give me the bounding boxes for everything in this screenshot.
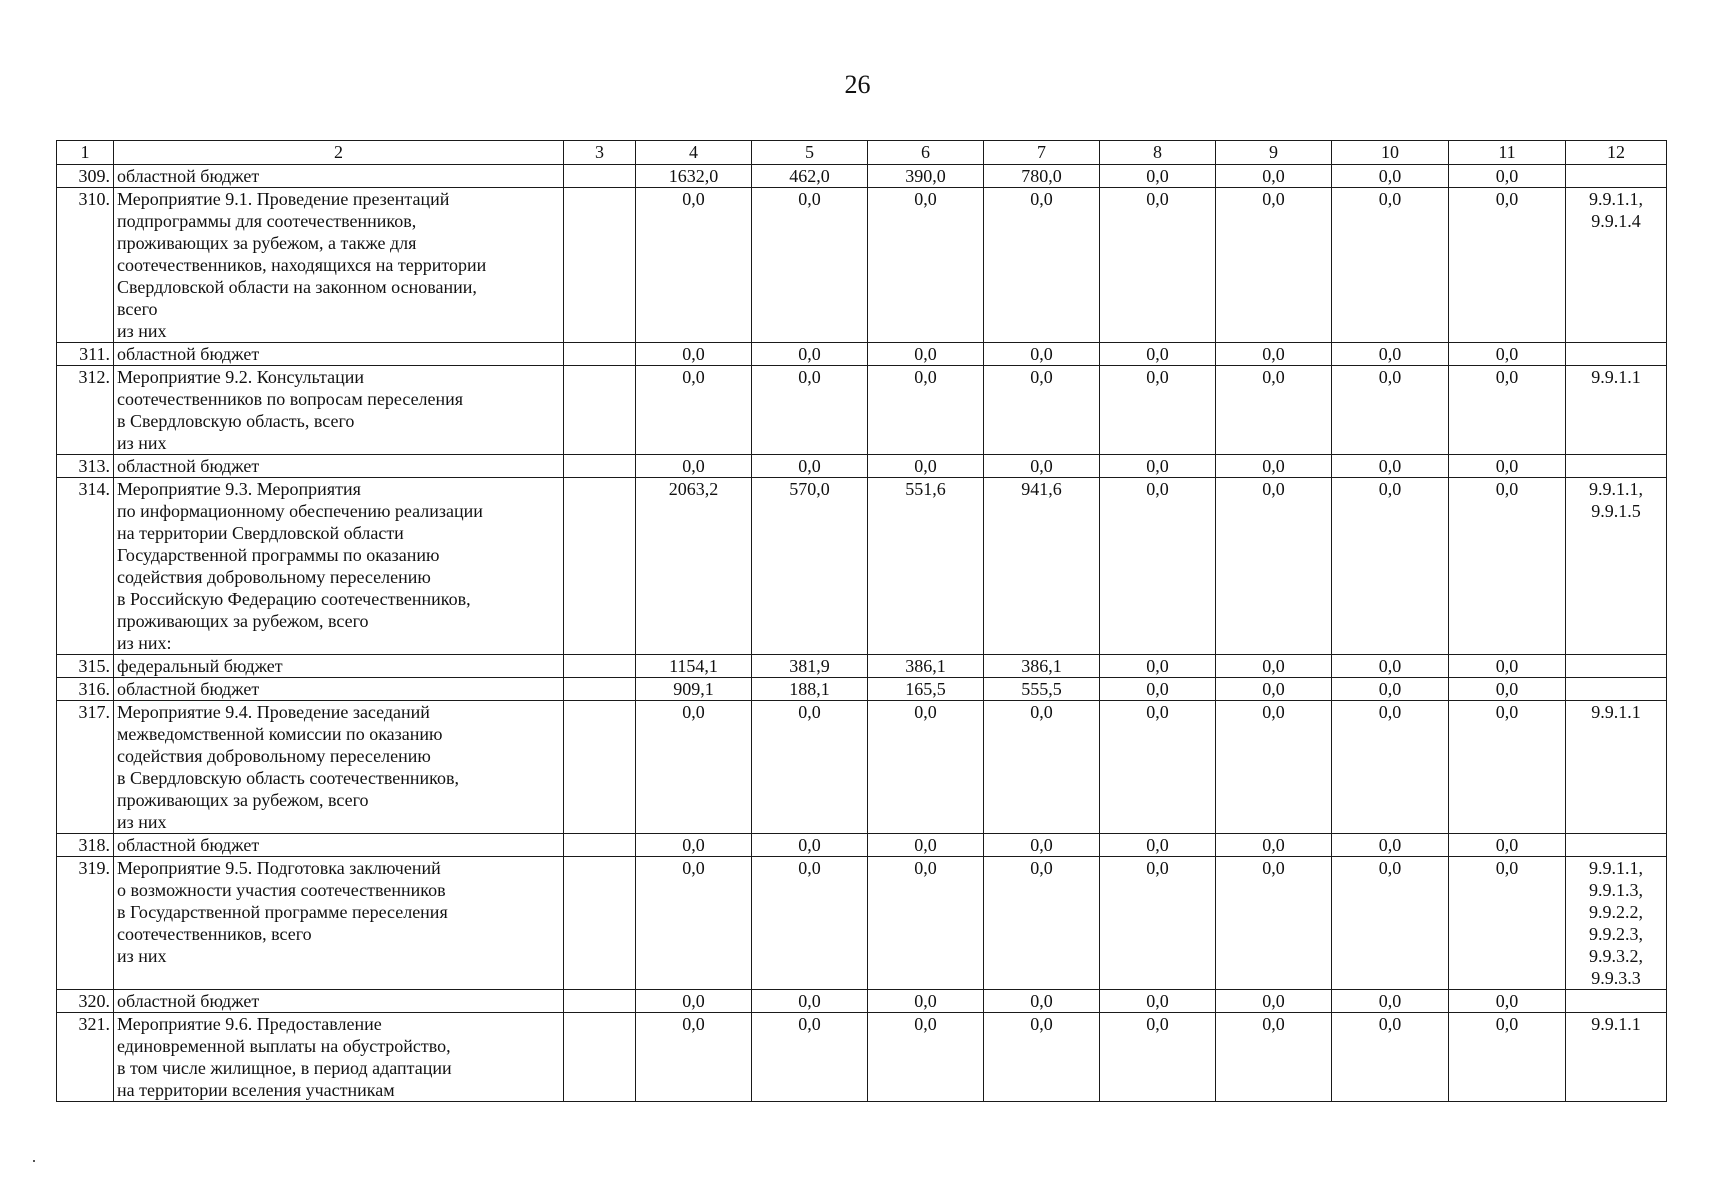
row-value-col8: 0,0 — [1100, 990, 1216, 1013]
header-cell-col6: 6 — [868, 141, 984, 165]
table-row — [57, 834, 1667, 857]
row-value-col7: 0,0 — [984, 366, 1100, 455]
row-value-col8: 0,0 — [1100, 1013, 1216, 1102]
row-number: 312. — [57, 366, 114, 455]
budget-table — [56, 140, 1667, 1102]
table-row — [57, 455, 1667, 478]
row-number: 318. — [57, 834, 114, 857]
row-value-col6: 386,1 — [868, 655, 984, 678]
row-value-col10: 0,0 — [1332, 701, 1449, 834]
row-value-col9: 0,0 — [1216, 188, 1332, 343]
row-number: 311. — [57, 343, 114, 366]
row-value-col4: 0,0 — [636, 343, 752, 366]
row-value-col10: 0,0 — [1332, 455, 1449, 478]
row-value-col5: 0,0 — [752, 455, 868, 478]
header-cell-col5: 5 — [752, 141, 868, 165]
table-row — [57, 990, 1667, 1013]
row-value-col6: 0,0 — [868, 990, 984, 1013]
row-value-col5: 0,0 — [752, 857, 868, 990]
row-value-col7: 386,1 — [984, 655, 1100, 678]
header-cell-col7: 7 — [984, 141, 1100, 165]
row-value-col9: 0,0 — [1216, 455, 1332, 478]
row-value-col6: 551,6 — [868, 478, 984, 655]
row-col3 — [564, 834, 636, 857]
row-value-col11: 0,0 — [1449, 188, 1566, 343]
row-target-ref — [1566, 343, 1667, 366]
row-number: 317. — [57, 701, 114, 834]
row-name: Мероприятие 9.2. Консультации соотечественников по вопросам переселения в Свердловскую область, всего из них — [114, 366, 564, 455]
row-value-col7: 0,0 — [984, 1013, 1100, 1102]
row-value-col5: 0,0 — [752, 366, 868, 455]
row-value-col5: 0,0 — [752, 1013, 868, 1102]
row-col3 — [564, 165, 636, 188]
row-value-col9: 0,0 — [1216, 343, 1332, 366]
row-col3 — [564, 678, 636, 701]
row-col3 — [564, 701, 636, 834]
header-row — [57, 141, 1667, 165]
header-cell-col4: 4 — [636, 141, 752, 165]
row-value-col9: 0,0 — [1216, 1013, 1332, 1102]
row-value-col11: 0,0 — [1449, 1013, 1566, 1102]
row-value-col9: 0,0 — [1216, 678, 1332, 701]
row-number: 315. — [57, 655, 114, 678]
row-value-col8: 0,0 — [1100, 678, 1216, 701]
row-name: областной бюджет — [114, 834, 564, 857]
row-value-col4: 909,1 — [636, 678, 752, 701]
row-col3 — [564, 343, 636, 366]
row-value-col9: 0,0 — [1216, 834, 1332, 857]
row-value-col7: 0,0 — [984, 701, 1100, 834]
row-value-col10: 0,0 — [1332, 678, 1449, 701]
row-value-col4: 0,0 — [636, 834, 752, 857]
row-value-col5: 188,1 — [752, 678, 868, 701]
row-value-col4: 0,0 — [636, 701, 752, 834]
row-col3 — [564, 655, 636, 678]
row-value-col5: 462,0 — [752, 165, 868, 188]
row-number: 310. — [57, 188, 114, 343]
row-value-col8: 0,0 — [1100, 478, 1216, 655]
row-value-col8: 0,0 — [1100, 655, 1216, 678]
row-number: 309. — [57, 165, 114, 188]
row-value-col6: 165,5 — [868, 678, 984, 701]
scan-speck — [33, 1160, 35, 1162]
row-value-col5: 570,0 — [752, 478, 868, 655]
row-value-col9: 0,0 — [1216, 701, 1332, 834]
row-value-col5: 0,0 — [752, 834, 868, 857]
row-value-col11: 0,0 — [1449, 655, 1566, 678]
row-value-col4: 0,0 — [636, 990, 752, 1013]
row-value-col10: 0,0 — [1332, 366, 1449, 455]
row-name: Мероприятие 9.6. Предоставление единовременной выплаты на обустройство, в том числе жилищное, в период адаптации на территории вселения участникам — [114, 1013, 564, 1102]
row-value-col8: 0,0 — [1100, 701, 1216, 834]
row-value-col10: 0,0 — [1332, 990, 1449, 1013]
row-value-col4: 1154,1 — [636, 655, 752, 678]
row-target-ref: 9.9.1.1 — [1566, 366, 1667, 455]
table-row — [57, 678, 1667, 701]
table-row — [57, 655, 1667, 678]
row-value-col10: 0,0 — [1332, 478, 1449, 655]
row-value-col6: 390,0 — [868, 165, 984, 188]
row-target-ref: 9.9.1.1, 9.9.1.5 — [1566, 478, 1667, 655]
row-name: Мероприятие 9.4. Проведение заседаний межведомственной комиссии по оказанию содействия добровольному переселению в Свердловскую область соотечественников, проживающих за рубежом, всего из них — [114, 701, 564, 834]
row-value-col6: 0,0 — [868, 834, 984, 857]
row-value-col8: 0,0 — [1100, 343, 1216, 366]
row-target-ref — [1566, 990, 1667, 1013]
row-value-col11: 0,0 — [1449, 343, 1566, 366]
row-value-col9: 0,0 — [1216, 478, 1332, 655]
table-row — [57, 857, 1667, 990]
header-cell-col8: 8 — [1100, 141, 1216, 165]
row-value-col5: 0,0 — [752, 343, 868, 366]
row-value-col5: 0,0 — [752, 188, 868, 343]
row-value-col6: 0,0 — [868, 857, 984, 990]
row-target-ref: 9.9.1.1 — [1566, 1013, 1667, 1102]
row-target-ref — [1566, 455, 1667, 478]
row-target-ref — [1566, 655, 1667, 678]
row-name: федеральный бюджет — [114, 655, 564, 678]
header-cell-col9: 9 — [1216, 141, 1332, 165]
row-value-col11: 0,0 — [1449, 455, 1566, 478]
row-target-ref — [1566, 165, 1667, 188]
row-value-col7: 941,6 — [984, 478, 1100, 655]
row-col3 — [564, 857, 636, 990]
row-value-col10: 0,0 — [1332, 834, 1449, 857]
page-number: 26 — [844, 70, 871, 99]
row-value-col8: 0,0 — [1100, 857, 1216, 990]
row-value-col11: 0,0 — [1449, 366, 1566, 455]
row-target-ref: 9.9.1.1, 9.9.1.3, 9.9.2.2, 9.9.2.3, 9.9.3.2, 9.9.3.3 — [1566, 857, 1667, 990]
row-col3 — [564, 455, 636, 478]
row-value-col4: 1632,0 — [636, 165, 752, 188]
row-target-ref: 9.9.1.1 — [1566, 701, 1667, 834]
row-col3 — [564, 188, 636, 343]
row-value-col9: 0,0 — [1216, 366, 1332, 455]
header-cell-col11: 11 — [1449, 141, 1566, 165]
row-value-col6: 0,0 — [868, 455, 984, 478]
row-col3 — [564, 366, 636, 455]
row-value-col10: 0,0 — [1332, 188, 1449, 343]
table-row — [57, 1013, 1667, 1102]
row-number: 316. — [57, 678, 114, 701]
row-value-col8: 0,0 — [1100, 834, 1216, 857]
row-value-col6: 0,0 — [868, 343, 984, 366]
row-value-col10: 0,0 — [1332, 165, 1449, 188]
row-name: Мероприятие 9.5. Подготовка заключений о возможности участия соотечественников в Государственной программе переселения соотечественников, всего из них — [114, 857, 564, 990]
table-row — [57, 701, 1667, 834]
row-value-col4: 0,0 — [636, 188, 752, 343]
header-cell-col12: 12 — [1566, 141, 1667, 165]
row-value-col4: 0,0 — [636, 857, 752, 990]
row-target-ref — [1566, 678, 1667, 701]
row-value-col5: 381,9 — [752, 655, 868, 678]
row-value-col11: 0,0 — [1449, 678, 1566, 701]
row-number: 313. — [57, 455, 114, 478]
row-value-col11: 0,0 — [1449, 701, 1566, 834]
row-value-col7: 555,5 — [984, 678, 1100, 701]
table-row — [57, 366, 1667, 455]
row-value-col6: 0,0 — [868, 366, 984, 455]
header-cell-col1: 1 — [57, 141, 114, 165]
row-value-col9: 0,0 — [1216, 165, 1332, 188]
table-body — [57, 165, 1667, 1102]
row-value-col9: 0,0 — [1216, 990, 1332, 1013]
row-value-col4: 0,0 — [636, 455, 752, 478]
row-value-col11: 0,0 — [1449, 857, 1566, 990]
row-name: областной бюджет — [114, 165, 564, 188]
table-row — [57, 343, 1667, 366]
row-name: областной бюджет — [114, 455, 564, 478]
row-value-col11: 0,0 — [1449, 478, 1566, 655]
row-value-col5: 0,0 — [752, 701, 868, 834]
row-target-ref — [1566, 834, 1667, 857]
row-name: областной бюджет — [114, 678, 564, 701]
row-value-col11: 0,0 — [1449, 990, 1566, 1013]
row-name: областной бюджет — [114, 343, 564, 366]
row-value-col10: 0,0 — [1332, 655, 1449, 678]
row-value-col7: 0,0 — [984, 857, 1100, 990]
row-value-col4: 0,0 — [636, 1013, 752, 1102]
row-value-col8: 0,0 — [1100, 188, 1216, 343]
row-value-col11: 0,0 — [1449, 834, 1566, 857]
row-value-col4: 2063,2 — [636, 478, 752, 655]
row-number: 320. — [57, 990, 114, 1013]
row-value-col4: 0,0 — [636, 366, 752, 455]
row-value-col7: 0,0 — [984, 834, 1100, 857]
row-name: областной бюджет — [114, 990, 564, 1013]
row-name: Мероприятие 9.1. Проведение презентаций подпрограммы для соотечественников, проживающих за рубежом, а также для соотечественников, находящихся на территории Свердловской области на законном основании, всего из них — [114, 188, 564, 343]
row-value-col9: 0,0 — [1216, 857, 1332, 990]
row-value-col8: 0,0 — [1100, 366, 1216, 455]
table-row — [57, 165, 1667, 188]
row-value-col6: 0,0 — [868, 701, 984, 834]
row-name: Мероприятие 9.3. Мероприятия по информационному обеспечению реализации на территории Свердловской области Государственной программы по оказанию содействия добровольному переселению в Российскую Федерацию соотечественников, проживающих за рубежом, всего из них: — [114, 478, 564, 655]
row-value-col6: 0,0 — [868, 1013, 984, 1102]
row-value-col7: 780,0 — [984, 165, 1100, 188]
row-col3 — [564, 990, 636, 1013]
row-value-col8: 0,0 — [1100, 165, 1216, 188]
row-value-col8: 0,0 — [1100, 455, 1216, 478]
row-value-col10: 0,0 — [1332, 1013, 1449, 1102]
row-value-col7: 0,0 — [984, 455, 1100, 478]
row-value-col10: 0,0 — [1332, 857, 1449, 990]
row-value-col7: 0,0 — [984, 343, 1100, 366]
row-number: 314. — [57, 478, 114, 655]
row-col3 — [564, 1013, 636, 1102]
header-cell-col2: 2 — [114, 141, 564, 165]
row-number: 319. — [57, 857, 114, 990]
row-value-col9: 0,0 — [1216, 655, 1332, 678]
row-value-col11: 0,0 — [1449, 165, 1566, 188]
row-value-col6: 0,0 — [868, 188, 984, 343]
row-number: 321. — [57, 1013, 114, 1102]
row-value-col7: 0,0 — [984, 188, 1100, 343]
row-col3 — [564, 478, 636, 655]
row-value-col7: 0,0 — [984, 990, 1100, 1013]
header-cell-col3: 3 — [564, 141, 636, 165]
header-cell-col10: 10 — [1332, 141, 1449, 165]
table-row — [57, 188, 1667, 343]
row-value-col5: 0,0 — [752, 990, 868, 1013]
row-target-ref: 9.9.1.1, 9.9.1.4 — [1566, 188, 1667, 343]
row-value-col10: 0,0 — [1332, 343, 1449, 366]
table-row — [57, 478, 1667, 655]
